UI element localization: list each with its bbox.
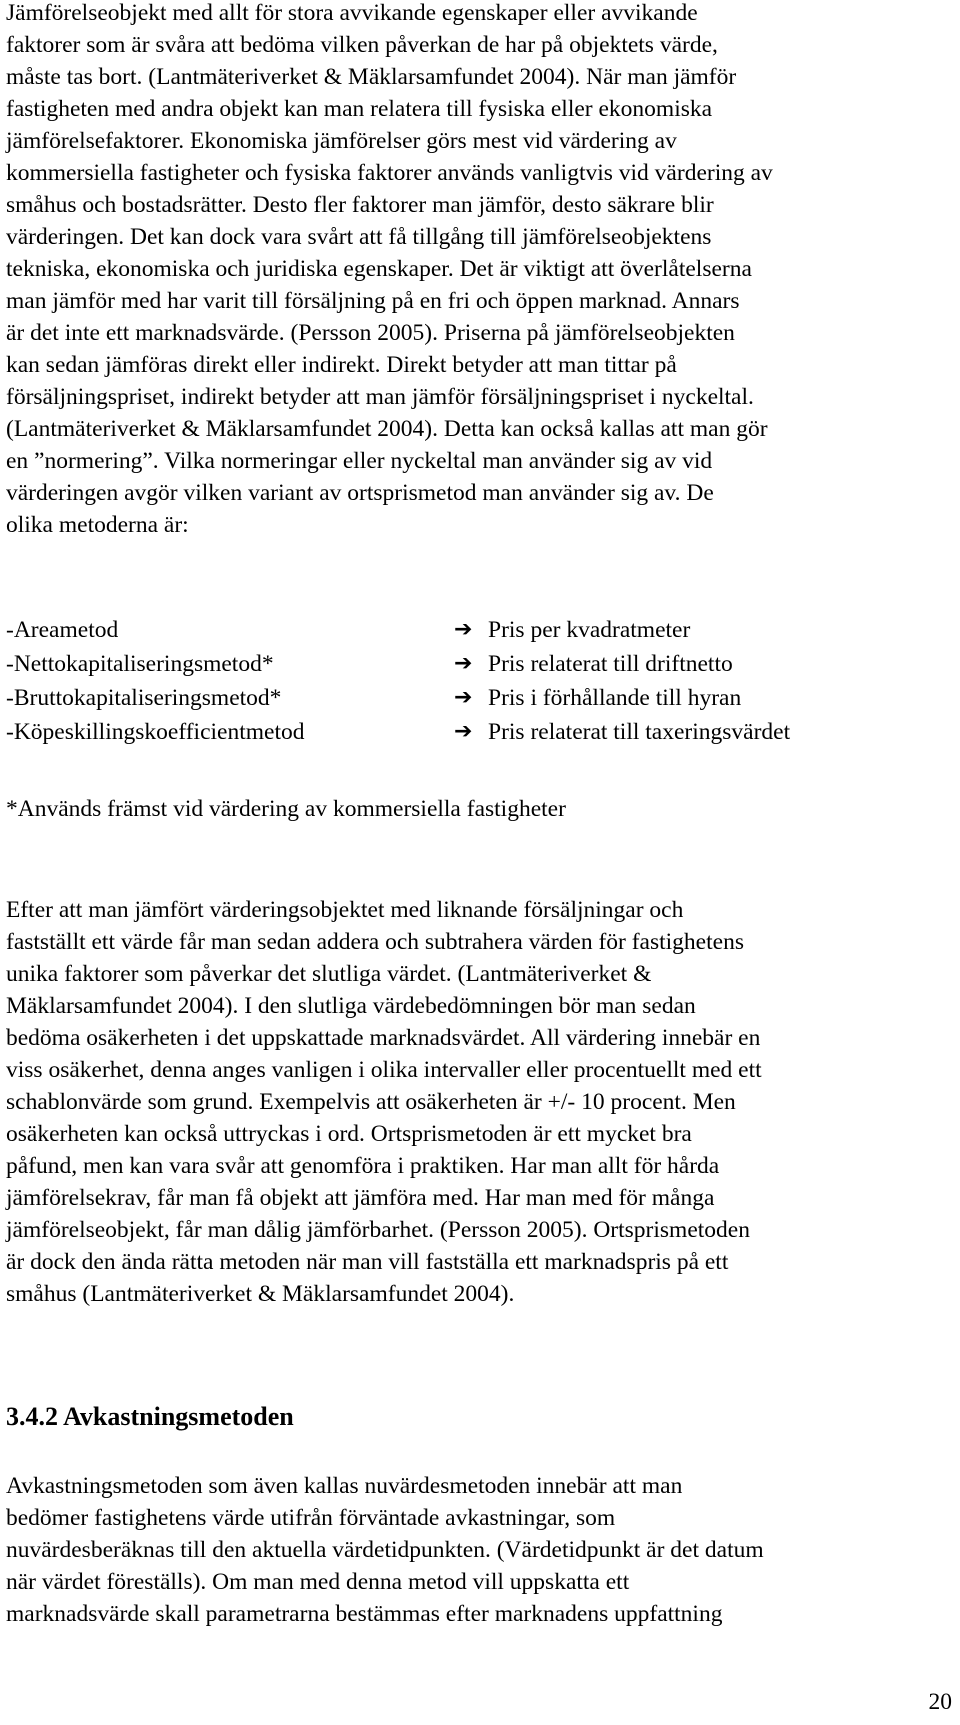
right-arrow-icon: ➔ [454,617,473,642]
method-name: -Köpeskillingskoefficientmetod [6,719,305,745]
method-description: Pris relaterat till driftnetto [488,651,733,677]
method-row [6,681,946,715]
method-description: Pris i förhållande till hyran [488,685,742,711]
method-footnote: *Används främst vid värdering av kommersiella fastigheter [6,796,566,822]
page-number: 20 [928,1689,952,1715]
body-paragraph-comparison: Jämförelseobjekt med allt för stora avvikande egenskaper eller avvikande faktorer som är svåra att bedöma vilken påverkan de har på objektets värde, måste tas bort. (Lantmäteriverket & Mäklarsamfundet 2004). När man jämför fastigheten med andra objekt kan man relatera till fysiska eller ekonomiska jämförelsefaktorer. Ekonomiska jämförelser görs mest vid värdering av kommersiella fastigheter och fysiska faktorer används vanligtvis vid värdering av småhus och bostadsrätter. Desto fler faktorer man jämför, desto säkrare blir värderingen. Det kan dock vara svårt att få tillgång till jämförelseobjektens tekniska, ekonomiska och juridiska egenskaper. Det är viktigt att överlåtelserna man jämför med har varit till försäljning på en fri och öppen marknad. Annars är det inte ett marknadsvärde. (Persson 2005). Priserna på jämförelseobjekten kan sedan jämföras direkt eller indirekt. Direkt betyder att man tittar på försäljningspriset, indirekt betyder att man jämför försäljningspriset i nyckeltal. (Lantmäteriverket & Mäklarsamfundet 2004). Detta kan också kallas att man gör en ”normering”. Vilka normeringar eller nyckeltal man använder sig av vid värderingen avgör vilken variant av ortsprismetod man använder sig av. De olika metoderna är: [6,0,773,538]
body-paragraph-uncertainty: Efter att man jämfört värderingsobjektet med liknande försäljningar och fastställt ett värde får man sedan addera och subtrahera värden för fastighetens unika faktorer som påverkar det slutliga värdet. (Lantmäteriverket & Mäklarsamfundet 2004). I den slutliga värdebedömningen bör man sedan bedöma osäkerheten i det uppskattade marknadsvärdet. All värdering innebär en viss osäkerhet, denna anges vanligen i olika intervaller eller procentuellt med ett schablonvärde som grund. Exempelvis att osäkerheten är +/- 10 procent. Men osäkerheten kan också uttryckas i ord. Ortsprismetoden är ett mycket bra påfund, men kan vara svår att genomföra i praktiken. Har man allt för hårda jämförelsekrav, får man få objekt att jämföra med. Har man med för många jämförelseobjekt, får man dålig jämförbarhet. (Persson 2005). Ortsprismetoden är dock den ända rätta metoden när man vill fastställa ett marknadspris på ett småhus (Lantmäteriverket & Mäklarsamfundet 2004). [6,897,762,1307]
method-row [6,647,946,681]
right-arrow-icon: ➔ [454,719,473,744]
method-row [6,715,946,749]
method-list [6,613,946,749]
body-paragraph-yield-method: Avkastningsmetoden som även kallas nuvärdesmetoden innebär att man bedömer fastighetens värde utifrån förväntade avkastningar, som nuvärdesberäknas till den aktuella värdetidpunkten. (Värdetidpunkt är det datum när värdet föreställs). Om man med denna metod vill uppskatta ett marknadsvärde skall parametrarna bestämmas efter marknadens uppfattning [6,1473,764,1627]
method-description: Pris relaterat till taxeringsvärdet [488,719,791,745]
method-row [6,613,946,647]
method-name: -Areametod [6,617,119,643]
method-name: -Bruttokapitaliseringsmetod* [6,685,282,711]
section-heading: 3.4.2 Avkastningsmetoden [6,1402,294,1431]
right-arrow-icon: ➔ [454,685,473,710]
method-name: -Nettokapitaliseringsmetod* [6,651,274,677]
right-arrow-icon: ➔ [454,651,473,676]
method-description: Pris per kvadratmeter [488,617,691,643]
